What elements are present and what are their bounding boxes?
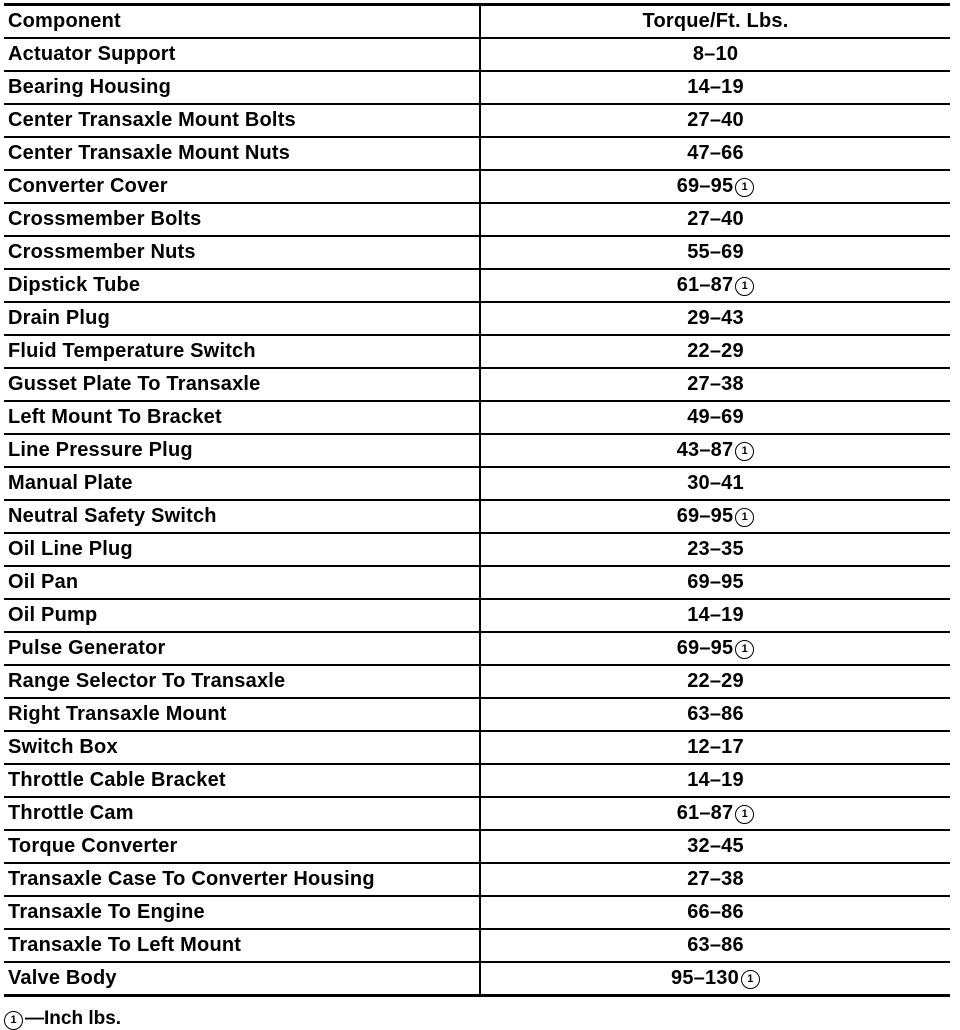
- torque-value: 69–95: [676, 505, 734, 527]
- torque-value: 30–41: [687, 472, 744, 494]
- column-header-torque: Torque/Ft. Lbs.: [642, 10, 789, 32]
- torque-cell: [480, 71, 950, 104]
- torque-value: 66–86: [687, 901, 744, 923]
- torque-cell: [480, 302, 950, 335]
- table-row: [4, 368, 950, 401]
- component-cell: Line Pressure Plug: [4, 434, 480, 467]
- component-cell: Bearing Housing: [4, 71, 480, 104]
- table-row: [4, 896, 950, 929]
- torque-cell: [480, 962, 950, 996]
- component-cell: Fluid Temperature Switch: [4, 335, 480, 368]
- torque-value: 14–19: [687, 769, 744, 791]
- footnote-circled-number-icon: 1: [741, 970, 760, 989]
- torque-cell: [480, 500, 950, 533]
- torque-cell: [480, 38, 950, 71]
- table-row: [4, 863, 950, 896]
- table-row: [4, 731, 950, 764]
- component-cell: Crossmember Nuts: [4, 236, 480, 269]
- footnote-circled-number-icon: 1: [4, 1011, 23, 1030]
- torque-cell: [480, 896, 950, 929]
- table-row: [4, 269, 950, 302]
- torque-cell: [480, 599, 950, 632]
- table-row: [4, 104, 950, 137]
- component-cell: Dipstick Tube: [4, 269, 480, 302]
- torque-value: 55–69: [687, 241, 744, 263]
- component-cell: Gusset Plate To Transaxle: [4, 368, 480, 401]
- table-row: [4, 665, 950, 698]
- component-cell: Crossmember Bolts: [4, 203, 480, 236]
- footnote-circled-number-icon: 1: [735, 508, 754, 527]
- torque-value: 49–69: [687, 406, 744, 428]
- torque-value: 69–95: [687, 571, 744, 593]
- footnote: [4, 1008, 121, 1030]
- table-row: [4, 401, 950, 434]
- table-row: [4, 71, 950, 104]
- torque-value: 63–86: [687, 703, 744, 725]
- footnote-circled-number-icon: 1: [735, 805, 754, 824]
- torque-cell: [480, 830, 950, 863]
- table-row: [4, 302, 950, 335]
- table-row: [4, 137, 950, 170]
- table-row: [4, 962, 950, 996]
- table-header-row: [4, 5, 950, 39]
- table-row: [4, 929, 950, 962]
- torque-value: 63–86: [687, 934, 744, 956]
- footnote-circled-number-icon: 1: [735, 442, 754, 461]
- torque-cell: [480, 434, 950, 467]
- component-cell: Valve Body: [4, 962, 480, 996]
- torque-cell: [480, 566, 950, 599]
- component-cell: Throttle Cable Bracket: [4, 764, 480, 797]
- component-cell: Transaxle To Engine: [4, 896, 480, 929]
- torque-value: 29–43: [687, 307, 744, 329]
- component-cell: Transaxle To Left Mount: [4, 929, 480, 962]
- torque-cell: [480, 731, 950, 764]
- torque-spec-sheet: [4, 3, 950, 997]
- component-cell: Transaxle Case To Converter Housing: [4, 863, 480, 896]
- component-cell: Range Selector To Transaxle: [4, 665, 480, 698]
- component-cell: Drain Plug: [4, 302, 480, 335]
- component-cell: Center Transaxle Mount Bolts: [4, 104, 480, 137]
- torque-value: 61–87: [676, 802, 734, 824]
- table-row: [4, 434, 950, 467]
- component-cell: Actuator Support: [4, 38, 480, 71]
- component-cell: Manual Plate: [4, 467, 480, 500]
- torque-value: 27–38: [687, 868, 744, 890]
- torque-value: 12–17: [687, 736, 744, 758]
- table-row: [4, 698, 950, 731]
- table-row: [4, 467, 950, 500]
- table-row: [4, 335, 950, 368]
- table-body: [4, 38, 950, 996]
- component-cell: Oil Line Plug: [4, 533, 480, 566]
- table-row: [4, 533, 950, 566]
- footnote-text: —Inch lbs.: [25, 1008, 122, 1029]
- column-header-component: Component: [4, 5, 480, 39]
- component-cell: Right Transaxle Mount: [4, 698, 480, 731]
- torque-value: 69–95: [676, 637, 734, 659]
- torque-value: 47–66: [687, 142, 744, 164]
- torque-value: 27–38: [687, 373, 744, 395]
- torque-cell: [480, 203, 950, 236]
- torque-cell: [480, 698, 950, 731]
- table-row: [4, 38, 950, 71]
- torque-cell: [480, 665, 950, 698]
- torque-cell: [480, 335, 950, 368]
- torque-cell: [480, 929, 950, 962]
- table-row: [4, 203, 950, 236]
- component-cell: Switch Box: [4, 731, 480, 764]
- torque-value: 95–130: [671, 967, 739, 989]
- torque-value: 43–87: [676, 439, 734, 461]
- torque-cell: [480, 104, 950, 137]
- torque-cell: [480, 269, 950, 302]
- torque-cell: [480, 137, 950, 170]
- torque-cell: [480, 467, 950, 500]
- table-row: [4, 830, 950, 863]
- torque-cell: [480, 764, 950, 797]
- component-cell: Torque Converter: [4, 830, 480, 863]
- component-cell: Oil Pump: [4, 599, 480, 632]
- table-row: [4, 236, 950, 269]
- torque-value: 23–35: [687, 538, 744, 560]
- torque-value: 27–40: [687, 109, 744, 131]
- table-row: [4, 500, 950, 533]
- component-cell: Pulse Generator: [4, 632, 480, 665]
- component-cell: Throttle Cam: [4, 797, 480, 830]
- table-row: [4, 566, 950, 599]
- component-cell: Converter Cover: [4, 170, 480, 203]
- footnote-circled-number-icon: 1: [735, 178, 754, 197]
- torque-value: 32–45: [687, 835, 744, 857]
- component-cell: Neutral Safety Switch: [4, 500, 480, 533]
- table-row: [4, 632, 950, 665]
- torque-value: 27–40: [687, 208, 744, 230]
- torque-cell: [480, 632, 950, 665]
- table-row: [4, 797, 950, 830]
- torque-cell: [480, 368, 950, 401]
- table-row: [4, 170, 950, 203]
- component-cell: Oil Pan: [4, 566, 480, 599]
- table-row: [4, 599, 950, 632]
- torque-value: 14–19: [687, 604, 744, 626]
- torque-spec-table: [4, 3, 950, 997]
- footnote-circled-number-icon: 1: [735, 277, 754, 296]
- torque-value: 14–19: [687, 76, 744, 98]
- torque-value: 22–29: [687, 670, 744, 692]
- torque-value: 61–87: [676, 274, 734, 296]
- torque-cell: [480, 401, 950, 434]
- component-cell: Left Mount To Bracket: [4, 401, 480, 434]
- torque-cell: [480, 236, 950, 269]
- torque-cell: [480, 863, 950, 896]
- torque-value: 8–10: [692, 43, 739, 65]
- torque-cell: [480, 170, 950, 203]
- torque-cell: [480, 533, 950, 566]
- torque-cell: [480, 797, 950, 830]
- component-cell: Center Transaxle Mount Nuts: [4, 137, 480, 170]
- table-row: [4, 764, 950, 797]
- torque-value: 69–95: [676, 175, 734, 197]
- torque-value: 22–29: [687, 340, 744, 362]
- footnote-circled-number-icon: 1: [735, 640, 754, 659]
